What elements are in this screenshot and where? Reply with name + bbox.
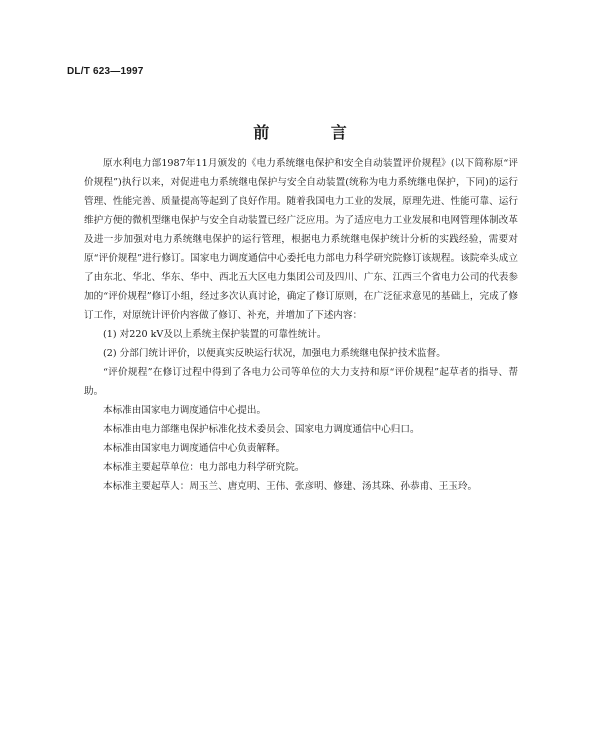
statement-managed-by: 本标准由电力部继电保护标准化技术委员会、国家电力调度通信中心归口。 bbox=[103, 424, 420, 435]
preface-paragraph-acknowledgement: “评价规程”在修订过程中得到了各电力公司等单位的大力支持和原“评价规程”起草者的指导、帮助。 bbox=[84, 367, 518, 397]
page-title: 前 言 bbox=[253, 123, 375, 142]
document-code: DL/T 623—1997 bbox=[67, 66, 144, 77]
preface-item-1: (1) 对220 kV及以上系统主保护装置的可靠性统计。 bbox=[103, 329, 327, 340]
preface-paragraph-intro: 原水利电力部1987年11月颁发的《电力系统继电保护和安全自动装置评价规程》(以下简称原“评价规程”)执行以来，对促进电力系统继电保护与安全自动装置(统称为电力系统继电保护，下同)的运行管理、性能完善、质量提高等起到了良好作用。随着我国电力工业的发展，原理先进、性能可靠、运行维护方便的微机型继电保护与安全自动装置已经广泛应用。为了适应电力工业发展和电网管理体制改革及进一步加强对电力系统继电保护的运行管理，根据电力系统继电保护统计分析的实践经验，需要对原“评价规程”进行修订。国家电力调度通信中心委托电力部电力科学研究院修订该规程。该院牵头成立了由东北、华北、华东、华中、西北五大区电力集团公司及四川、广东、江西三个省电力公司的代表参加的“评价规程”修订小组，经过多次认真讨论，确定了修订原则，在广泛征求意见的基础上，完成了修订工作，对原统计评价内容做了修订、补充，并增加了下述内容： bbox=[84, 158, 518, 321]
preface-body bbox=[84, 154, 518, 496]
statement-drafters: 本标准主要起草人：周玉兰、唐克明、王伟、张彦明、修建、汤其珠、孙恭甫、王玉玲。 bbox=[103, 481, 478, 492]
statement-proposed-by: 本标准由国家电力调度通信中心提出。 bbox=[103, 405, 267, 416]
preface-item-2: (2) 分部门统计评价，以便真实反映运行状况，加强电力系统继电保护技术监督。 bbox=[103, 348, 446, 359]
statement-interpreted-by: 本标准由国家电力调度通信中心负责解释。 bbox=[103, 443, 286, 454]
statement-drafting-unit: 本标准主要起草单位：电力部电力科学研究院。 bbox=[103, 462, 305, 473]
